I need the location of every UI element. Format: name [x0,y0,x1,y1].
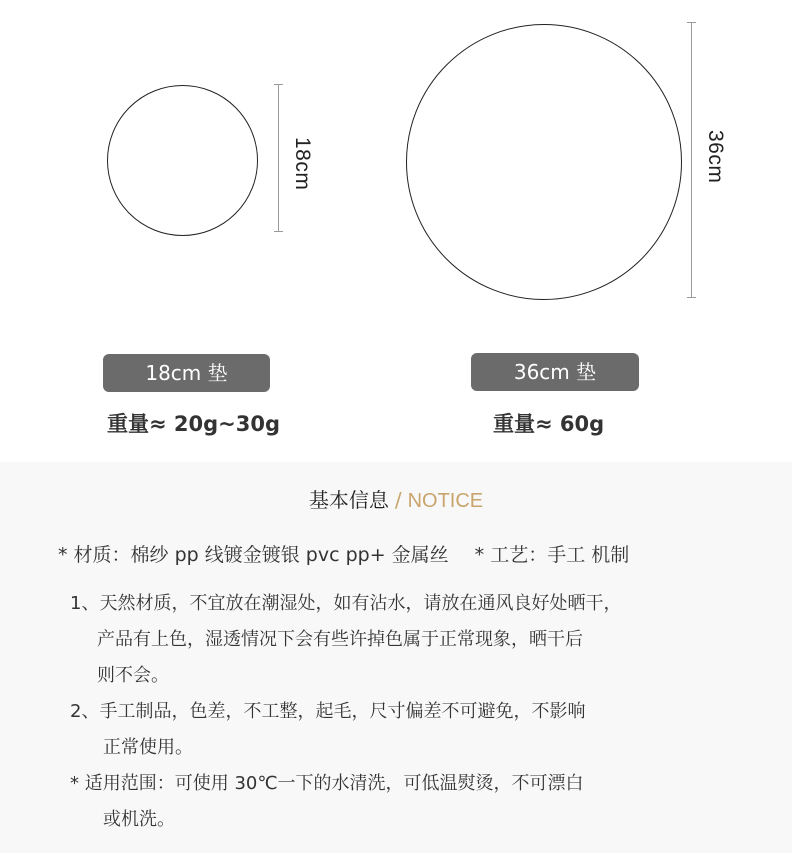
note-1-line-1: 1、天然材质，不宜放在潮湿处，如有沾水，请放在通风良好处晒干， [70,593,622,614]
notice-section [0,462,792,853]
note-1-line-2: 产品有上色，湿透情况下会有些许掉色属于正常现象，晒干后 [97,629,583,650]
small-dimension-label: 18cm [291,137,314,191]
large-dimension-line [691,22,692,298]
small-mat-circle [107,85,258,236]
large-dimension-label: 36cm [704,130,727,184]
large-mat-circle [406,24,682,300]
large-size-badge: 36cm 垫 [471,353,639,391]
craft-text: * 工艺：手工 机制 [474,544,630,566]
small-dimension-line [278,84,279,232]
usage-line-1: * 适用范围：可使用 30℃一下的水清洗，可低温熨烫，不可漂白 [70,773,584,794]
small-weight-text: 重量≈ 20g~30g [107,412,281,436]
spec-line [58,540,629,567]
note-1-line-3: 则不会。 [97,665,169,686]
note-2-line-2: 正常使用。 [103,737,193,758]
small-size-badge: 18cm 垫 [103,354,270,392]
usage-line-2: 或机洗。 [103,809,175,830]
heading-separator: / [394,488,402,512]
section-heading [0,484,792,513]
large-weight-text: 重量≈ 60g [493,412,605,436]
heading-chinese: 基本信息 [308,488,389,512]
note-2-line-1: 2、手工制品，色差，不工整，起毛，尺寸偏差不可避免，不影响 [70,701,586,722]
material-text: * 材质：棉纱 pp 线镀金镀银 pvc pp+ 金属丝 [58,544,449,566]
heading-english: NOTICE [407,490,484,512]
